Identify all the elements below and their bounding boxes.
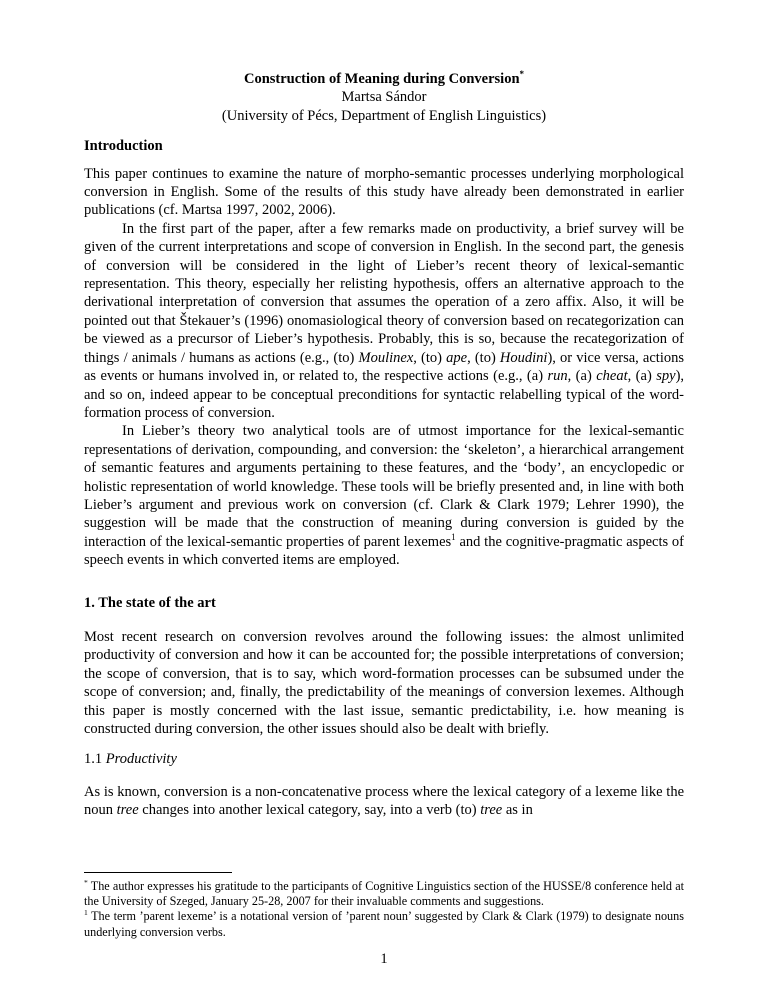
heading-introduction bbox=[84, 137, 684, 155]
footnote-author-thanks bbox=[84, 879, 684, 909]
paragraph-state-of-art bbox=[84, 628, 684, 738]
text-segment: , (to) bbox=[467, 349, 500, 366]
footnotes-list bbox=[84, 879, 684, 940]
text-segment: In the first part of the paper, after a few remarks made on productivity, a brief survey will be given of the current interpretations and scope of conversion in English. In the second part, the genesis of conversion will be considered in the light of Lieber’s recent theory of lexical-semantic representation. This theory, especially her relisting hypothesis, offers an alternative approach to the derivational interpretation of conversion that assumes the operation of a zero affix. Also, it will be pointed out that Štekauer’s (1996) onomasiological theory of conversion based on recategorization can be viewed as a precursor of Lieber’s hypothesis. Probably, this is so, because the recategorization of things / animals / humans as actions (e.g., (to) bbox=[84, 220, 684, 366]
text-segment: run bbox=[547, 368, 568, 385]
paragraph-intro-2 bbox=[84, 220, 684, 422]
text-segment: cheat bbox=[596, 368, 628, 385]
text-segment: ), or vice versa, actions as events or humans involved in, or related to, the respective actions (e.g., (a) bbox=[84, 349, 685, 385]
text-segment: 1.1 bbox=[84, 751, 106, 768]
text-segment: The term ’parent lexeme’ is a notational version of ’parent noun’ suggested by Clark & Clark (1979) to designate nouns underlying conversion verbs. bbox=[84, 909, 684, 939]
page-number: 1 bbox=[380, 951, 388, 967]
paragraph-intro-3 bbox=[84, 422, 684, 569]
text-segment: Construction of Meaning during Conversion bbox=[243, 71, 520, 87]
text-segment: , (a) bbox=[627, 368, 657, 385]
text-segment: and the cognitive-pragmatic aspects of speech events in which converted items are employed. bbox=[84, 533, 684, 569]
text-segment: This paper continues to examine the nature of morpho-semantic processes underlying morphological conversion in English. Some of the results of this study have already been demonstrated in earlier publications (cf. Martsa 1997, 2002, 2006). bbox=[84, 165, 684, 219]
text-segment: Houdini bbox=[499, 349, 548, 366]
text-segment: 1. The state of the art bbox=[84, 594, 216, 611]
text-segment: Productivity bbox=[105, 751, 177, 768]
text-segment: , (to) bbox=[413, 349, 447, 366]
paper-affiliation bbox=[84, 107, 684, 125]
text-segment: tree bbox=[480, 802, 503, 819]
text-segment: Moulinex bbox=[358, 349, 414, 366]
text-segment: Introduction bbox=[84, 138, 163, 155]
text-segment: Most recent research on conversion revolves around the following issues: the almost unlimited productivity of conversion and how it can be accounted for; the possible interpretations of conversion; the scope of conversion, that is to say, which word-formation processes can be subsumed under the scope of conversion; and, finally, the predictability of the meanings of conversion lexemes. Although this paper is mostly concerned with the last issue, semantic predictability, i.e. how meaning is constructed during conversion, the other issues should also be dealt with briefly. bbox=[84, 628, 684, 737]
heading-productivity bbox=[84, 750, 684, 768]
text-segment: Martsa Sándor bbox=[341, 89, 427, 106]
heading-state-of-the-art bbox=[84, 594, 684, 612]
text-segment: ), and so on, indeed appear to be conceptual preconditions for syntactic relabelling typical of the word-formation process of conversion. bbox=[84, 368, 685, 421]
text-segment: 1 bbox=[84, 908, 88, 918]
paragraph-intro-1 bbox=[84, 165, 684, 220]
footnote-separator bbox=[84, 872, 232, 873]
text-segment: tree bbox=[116, 802, 139, 819]
text-segment: In Lieber’s theory two analytical tools are of utmost importance for the lexical-semantic representations of derivation, compounding, and conversion: the ‘skeleton’, a hierarchical arrangement of semantic features and arguments pertaining to these features, and the ‘body’, an encyclopedic or holistic representation of world knowledge. These tools will be briefly presented and, in line with both Lieber’s argument and previous work on conversion (cf. Clark & Clark 1979; Lehrer 1990), the suggestion will be made that the construction of meaning during conversion is guided by the interaction of the lexical-semantic properties of parent lexemes bbox=[84, 423, 684, 550]
text-segment: 1 bbox=[451, 531, 456, 542]
text-segment: (University of Pécs, Department of English Linguistics) bbox=[221, 107, 547, 124]
text-segment: , (a) bbox=[567, 368, 597, 385]
text-segment: * bbox=[84, 877, 88, 887]
paragraph-productivity bbox=[84, 783, 684, 820]
text-segment: ape bbox=[446, 349, 468, 366]
document-body bbox=[84, 70, 684, 820]
paper-author bbox=[84, 88, 684, 106]
paper-title bbox=[84, 70, 684, 88]
text-segment: spy bbox=[656, 368, 676, 385]
footnote-parent-lexeme bbox=[84, 909, 684, 939]
text-segment: * bbox=[519, 69, 525, 80]
text-segment: as in bbox=[502, 802, 533, 819]
text-segment: As is known, conversion is a non-concatenative process where the lexical category of a lexeme like the noun bbox=[84, 783, 684, 819]
text-segment: changes into another lexical category, say, into a verb (to) bbox=[138, 802, 481, 819]
text-segment: The author expresses his gratitude to the participants of Cognitive Linguistics section of the HUSSE/8 conference held at the University of Szeged, January 25-28, 2007 for their invaluable comments and suggestions. bbox=[84, 879, 684, 909]
footnotes-section bbox=[84, 872, 684, 940]
